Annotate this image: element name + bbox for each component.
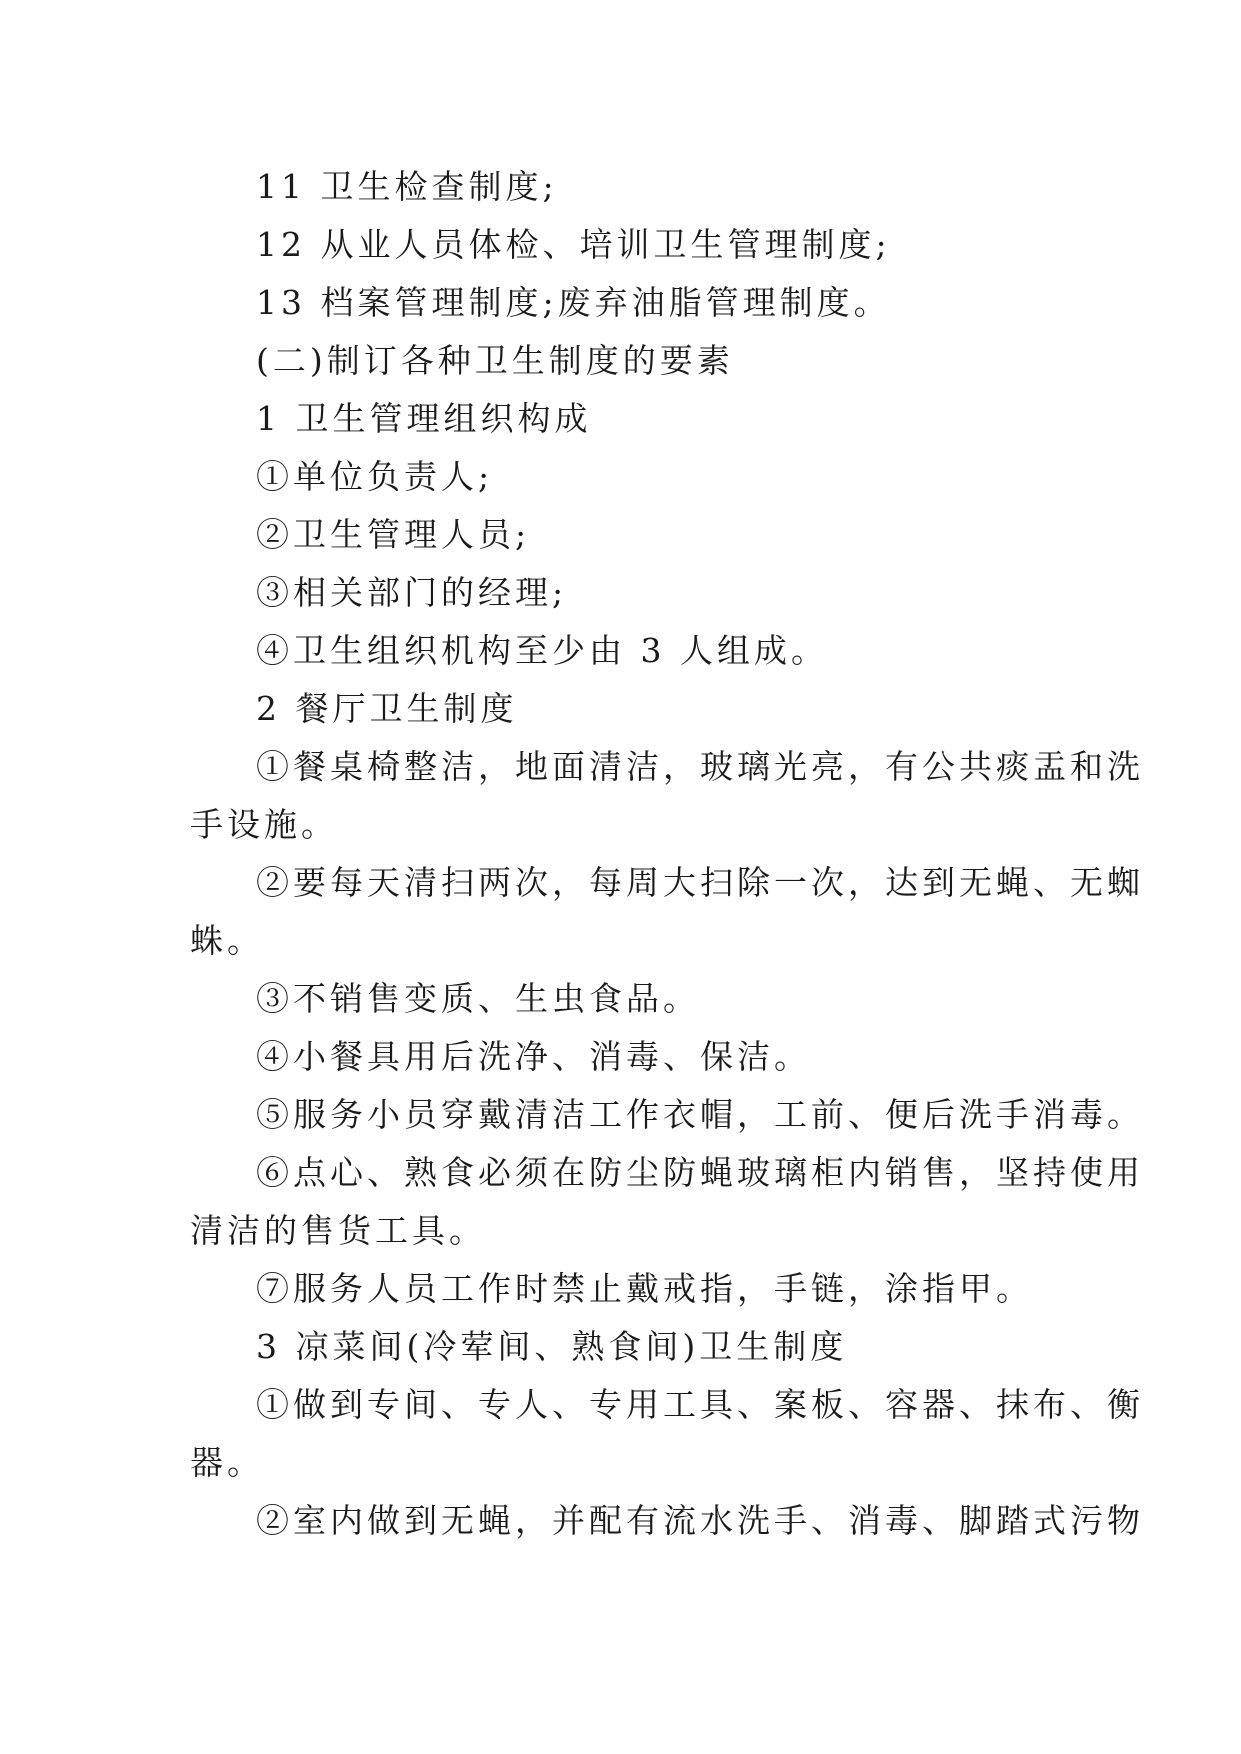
text-line: ⑦服务人员工作时禁止戴戒指，手链，涂指甲。 (256, 1269, 1033, 1308)
text-line: ②要每天清扫两次，每周大扫除一次，达到无蝇、无蜘 (256, 863, 1144, 902)
text-line: 13 档案管理制度;废弃油脂管理制度。 (256, 283, 891, 322)
text-line-continuation: 清洁的售货工具。 (190, 1211, 486, 1250)
text-line: ⑤服务小员穿戴清洁工作衣帽，工前、便后洗手消毒。 (256, 1095, 1144, 1134)
text-line: 11 卫生检查制度; (256, 167, 558, 206)
text-line-continuation: 蛛。 (190, 921, 264, 960)
text-line: ③不销售变质、生虫食品。 (256, 979, 700, 1018)
text-line: ③相关部门的经理; (256, 573, 568, 612)
text-line: ②室内做到无蝇，并配有流水洗手、消毒、脚踏式污物 (256, 1501, 1144, 1540)
text-line-continuation: 器。 (190, 1443, 264, 1482)
subsection-heading: 3 凉菜间(冷荤间、熟食间)卫生制度 (256, 1327, 848, 1366)
text-line: ②卫生管理人员; (256, 515, 531, 554)
subsection-heading: 2 餐厅卫生制度 (256, 689, 518, 728)
text-line: ①餐桌椅整洁，地面清洁，玻璃光亮，有公共痰盂和洗 (256, 747, 1144, 786)
text-line: 12 从业人员体检、培训卫生管理制度; (256, 225, 891, 264)
text-line: ④小餐具用后洗净、消毒、保洁。 (256, 1037, 811, 1076)
text-line: ⑥点心、熟食必须在防尘防蝇玻璃柜内销售，坚持使用 (256, 1153, 1144, 1192)
text-line: ④卫生组织机构至少由 3 人组成。 (256, 631, 828, 670)
document-body (190, 158, 1144, 1550)
text-line-continuation: 手设施。 (190, 805, 338, 844)
section-heading: (二)制订各种卫生制度的要素 (256, 341, 734, 380)
text-line: ①做到专间、专人、专用工具、案板、容器、抹布、衡 (256, 1385, 1144, 1424)
text-line: ①单位负责人; (256, 457, 494, 496)
subsection-heading: 1 卫生管理组织构成 (256, 399, 592, 438)
